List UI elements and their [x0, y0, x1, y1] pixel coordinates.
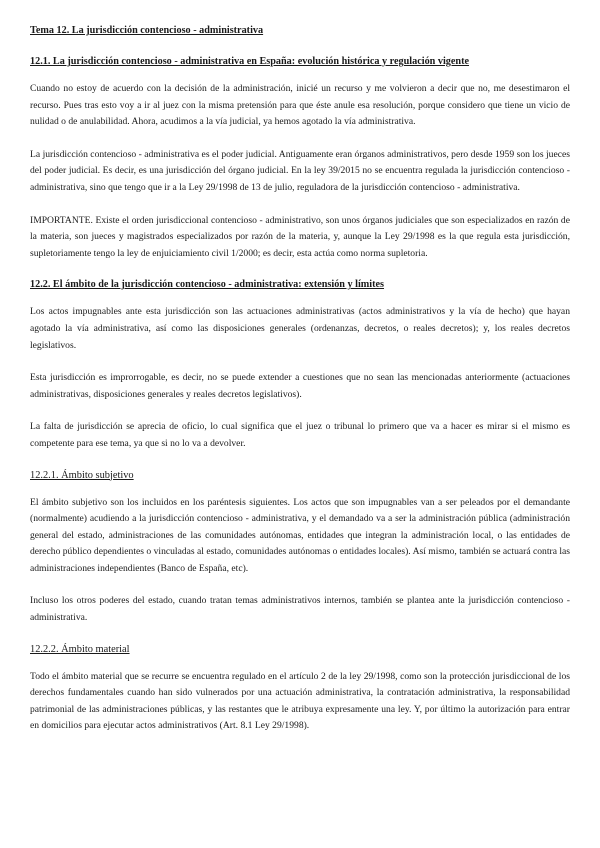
- paragraph: Los actos impugnables ante esta jurisdicción son las actuaciones administrativas (actos administrativos y la vía de hecho) que hayan agotado la vía administrativa, así como las disposiciones generales (ordenanzas, decretos, o reales decretos); y, los reales decretos legislativos.: [30, 306, 570, 351]
- section-heading-12-1: 12.1. La jurisdicción contencioso - administrativa en España: evolución histórica y regulación vigente: [30, 56, 470, 67]
- paragraph: El ámbito subjetivo son los incluidos en los paréntesis siguientes. Los actos que son impugnables van a ser peleados por el demandante (normalmente) acudiendo a la jurisdicción contencioso - administrativa, y el demandado va a ser la administración pública (administración general del estado, administraciones de las comunidades autónomas, entidades que integran la administración local, o las entidades de derecho público dependientes o vinculadas al estado, comunidades autónomas o entidades locales). Así mismo, también se actuará contra las administraciones independientes (Banco de España, etc).: [30, 496, 571, 574]
- paragraph: Incluso los otros poderes del estado, cuando tratan temas administrativos internos, también se plantea ante la jurisdicción contencioso - administrativa.: [30, 595, 570, 624]
- document-title: Tema 12. La jurisdicción contencioso - administrativa: [30, 25, 264, 36]
- paragraph: Cuando no estoy de acuerdo con la decisión de la administración, inicié un recurso y me volvieron a decir que no, me desestimaron el recurso. Pues tras esto voy a ir al juez con la misma pretensión para que éste anule esa resolución, porque considero que tiene un vicio de nulidad o de anulabilidad. Ahora, acudimos a la vía judicial, ya hemos agotado la vía administrativa.: [30, 83, 570, 128]
- paragraph: Todo el ámbito material que se recurre se encuentra regulado en el artículo 2 de la ley 29/1998, como son la protección jurisdiccional de los derechos fundamentales cuando han sido vulnerados por una actuación administrativa, la contratación administrativa, la responsabilidad patrimonial de las administraciones públicas, y las restantes que le atribuya expresamente una ley. Y, por último la autorización para entrar en domicilios para ejecutar actos administrativos (Art. 8.1 Ley 29/1998).: [30, 670, 570, 732]
- paragraph: Esta jurisdicción es improrrogable, es decir, no se puede extender a cuestiones que no sean las mencionadas anteriormente (actuaciones administrativas, disposiciones generales y reales decretos legislativos).: [30, 372, 570, 400]
- paragraph: La falta de jurisdicción se aprecia de oficio, lo cual significa que el juez o tribunal lo primero que va a hacer es mirar si el mismo es competente para ese tema, ya que si no lo va a devolver.: [30, 421, 570, 449]
- paragraph: La jurisdicción contencioso - administrativa es el poder judicial. Antiguamente eran órganos administrativos, pero desde 1959 son los jueces del poder judicial. Es decir, es una jurisdicción del órgano judicial. En la ley 39/2015 no se encuentra regulada la jurisdicción contencioso - administrativa, sino que tengo que ir a la Ley 29/1998 de 13 de julio, reguladora de la jurisdicción contencioso - administrativa.: [30, 148, 570, 193]
- paragraph: IMPORTANTE. Existe el orden jurisdiccional contencioso - administrativo, son unos órganos judiciales que son especializados en razón de la materia, son jueces y magistrados especializados por razón de la materia, y, aunque la Ley 29/1998 es la que regula esta jurisdicción, supletoriamente tengo la ley de enjuiciamiento civil 1/2000; es decir, esta actúa como norma supletoria.: [30, 214, 570, 259]
- document-page: [30, 24, 570, 751]
- subsection-heading-12-2-1: 12.2.1. Ámbito subjetivo: [30, 469, 134, 481]
- subsection-heading-12-2-2: 12.2.2. Ámbito material: [30, 643, 130, 655]
- section-heading-12-2: 12.2. El ámbito de la jurisdicción contencioso - administrativa: extensión y límites: [30, 279, 385, 291]
